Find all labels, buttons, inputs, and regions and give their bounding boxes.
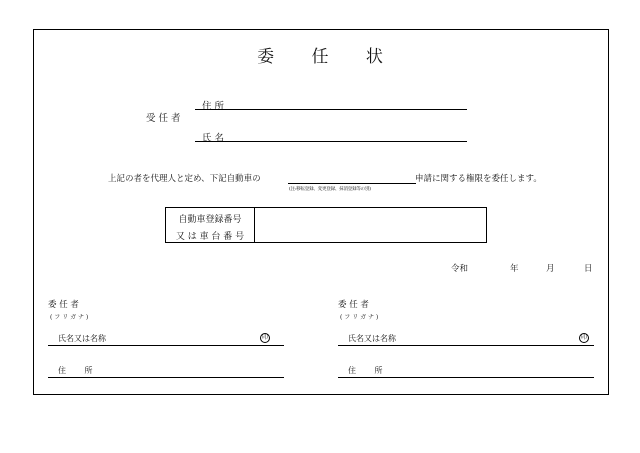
delegator-address-field[interactable] [338,377,594,378]
delegator-name-field[interactable] [48,345,284,346]
delegate-name-label: 氏 名 [202,133,225,144]
delegator-kana-label: ( フ リ ガ ナ ) [50,314,89,321]
delegator-name-label: 氏名又は名称 [58,334,106,343]
delegate-label: 受 任 者 [146,113,181,124]
registration-number-label-line1: 自動車登録番号 [178,215,242,225]
delegator-name-field[interactable] [338,345,594,346]
application-type-field[interactable] [288,183,416,184]
power-of-attorney-form [33,29,609,395]
delegator-name-label: 氏名又は名称 [348,334,396,343]
statement-prefix: 上記の者を代理人と定め、下記自動車の [108,174,261,184]
title-char: 任 [311,47,331,67]
delegator-address-field[interactable] [48,377,284,378]
application-type-note: (注:移転登録、変更登録、抹消登録等の別) [289,187,371,192]
date-year: 年 [510,264,519,274]
registration-number-field[interactable] [255,208,486,242]
date-day: 日 [584,264,593,274]
statement-suffix: 申請に関する権限を委任します。 [415,174,542,184]
title-char: 状 [365,47,385,67]
document-title [34,42,608,67]
delegator-address-label: 住 所 [348,366,383,375]
date-month: 月 [546,264,555,274]
seal-mark-icon: 印 [580,334,587,341]
delegate-name-field[interactable] [195,141,467,142]
delegator-kana-label: ( フ リ ガ ナ ) [340,314,379,321]
delegator-label: 委 任 者 [48,300,79,310]
delegate-address-field[interactable] [195,109,467,110]
registration-number-label [166,208,255,242]
registration-number-box [165,207,487,243]
delegate-address-label: 住 所 [202,101,225,112]
date-era: 令和 [451,264,469,274]
delegator-label: 委 任 者 [338,300,369,310]
registration-number-label-line2: 又 は 車 台 番 号 [175,232,245,242]
delegator-address-label: 住 所 [58,366,93,375]
seal-mark-icon: 印 [261,334,268,341]
title-char: 委 [257,47,277,67]
